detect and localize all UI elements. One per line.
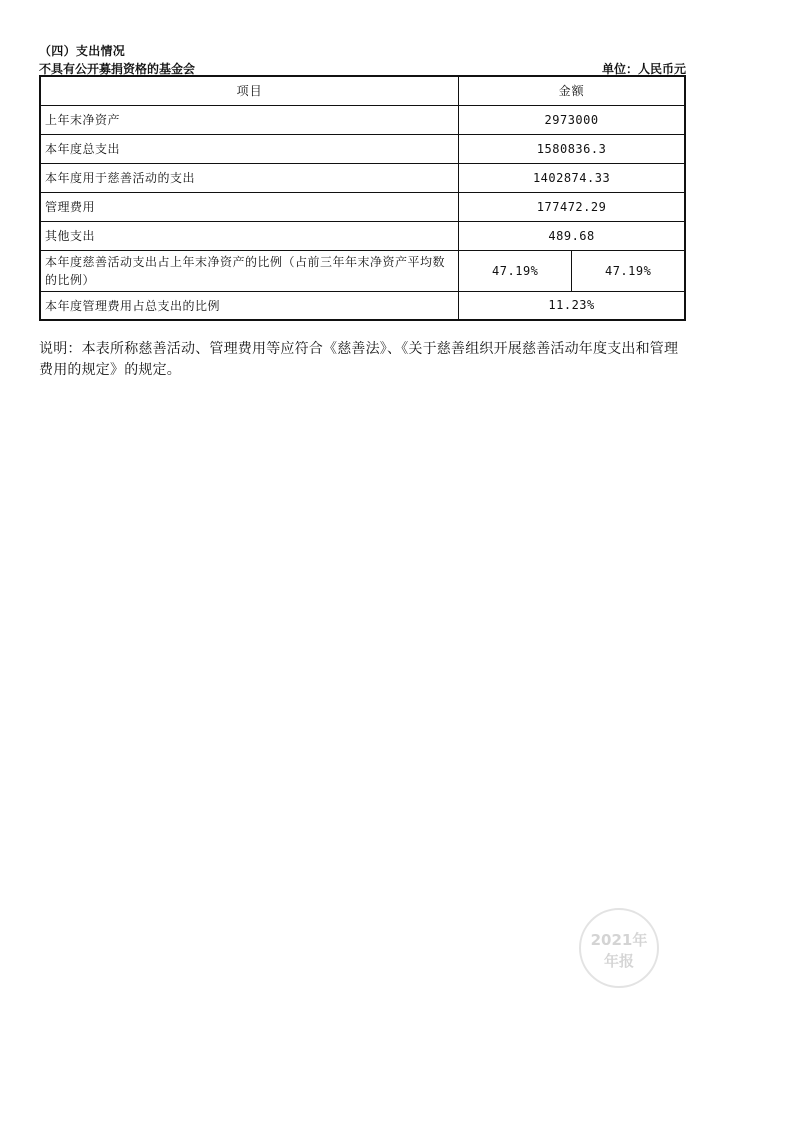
table-row — [40, 105, 685, 134]
row-value-current: 47.19% — [459, 250, 572, 291]
row-label: 其他支出 — [40, 221, 459, 250]
table-row — [40, 163, 685, 192]
section-title: （四）支出情况 — [39, 44, 126, 58]
expense-table — [39, 75, 686, 321]
row-value: 489.68 — [459, 221, 685, 250]
table-row — [40, 250, 685, 291]
table-subheader — [39, 58, 686, 76]
row-value: 11.23% — [459, 291, 685, 320]
row-value: 1580836.3 — [459, 134, 685, 163]
watermark-year: 2021年 — [590, 931, 648, 949]
row-value: 2973000 — [459, 105, 685, 134]
row-label: 本年度慈善活动支出占上年末净资产的比例（占前三年年末净资产平均数的比例） — [40, 250, 459, 291]
row-value: 1402874.33 — [459, 163, 685, 192]
header-item: 项目 — [40, 76, 459, 105]
row-value: 177472.29 — [459, 192, 685, 221]
row-label: 上年末净资产 — [40, 105, 459, 134]
explanatory-note: 说明：本表所称慈善活动、管理费用等应符合《慈善法》、《关于慈善组织开展慈善活动年度支出和管理费用的规定》的规定。 — [39, 341, 679, 378]
table-header-row — [40, 76, 685, 105]
watermark-label: 年报 — [603, 952, 634, 970]
header-amount: 金额 — [459, 76, 685, 105]
row-label: 管理费用 — [40, 192, 459, 221]
row-label: 本年度用于慈善活动的支出 — [40, 163, 459, 192]
table-row — [40, 221, 685, 250]
table-row — [40, 192, 685, 221]
row-label: 本年度管理费用占总支出的比例 — [40, 291, 459, 320]
row-label: 本年度总支出 — [40, 134, 459, 163]
row-value-three-year: 47.19% — [572, 250, 685, 291]
table-row — [40, 134, 685, 163]
annual-report-watermark — [579, 908, 659, 988]
table-row — [40, 291, 685, 320]
organization-type: 不具有公开募捐资格的基金会 — [39, 62, 196, 76]
currency-unit: 单位：人民币元 — [601, 62, 686, 76]
